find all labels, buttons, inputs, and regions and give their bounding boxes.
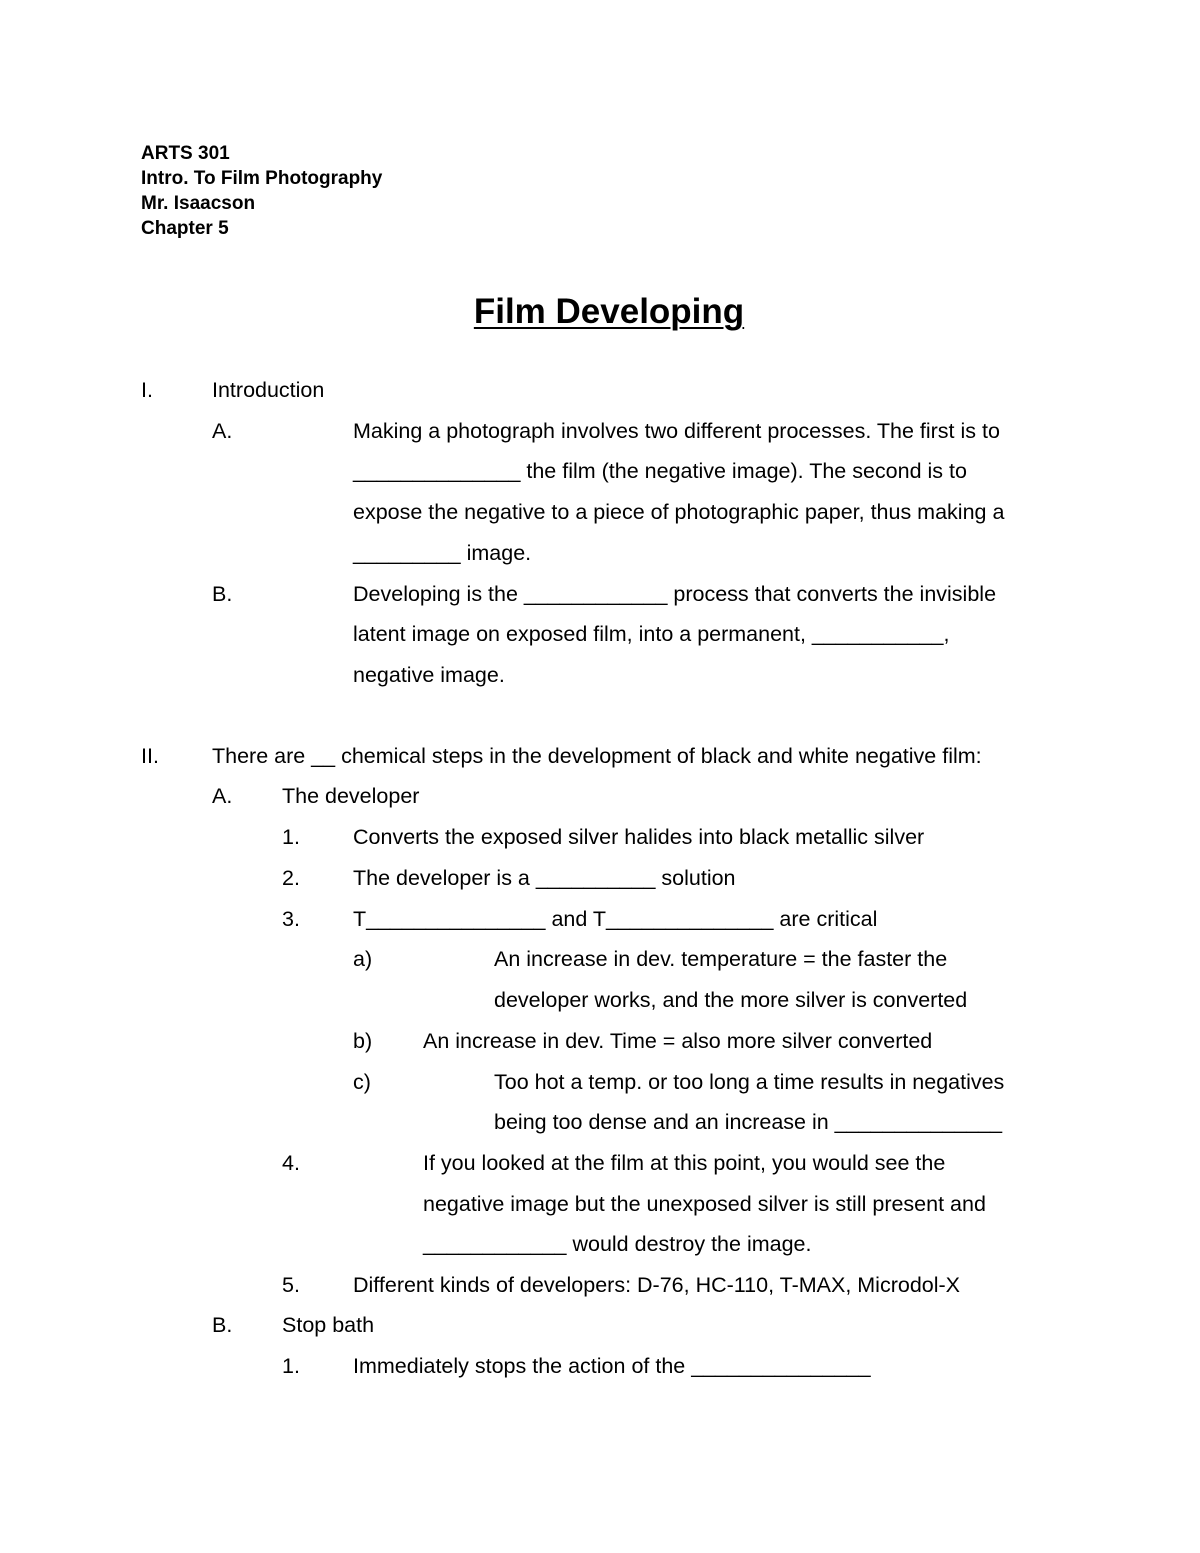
subitem-b-text: An increase in dev. Time = also more silver converted	[423, 1029, 933, 1053]
course-code: ARTS 301	[141, 143, 230, 164]
subitem-a-line-2: developer works, and the more silver is converted	[494, 988, 968, 1012]
subitem-c-line-2: being too dense and an increase in ______________	[494, 1110, 1003, 1134]
subitem-a-label: a)	[353, 947, 373, 971]
chapter-label: Chapter 5	[141, 218, 229, 239]
subitem-a-line-1: An increase in dev. temperature = the faster the	[494, 947, 948, 971]
section-2a-heading: The developer	[282, 784, 420, 808]
instructor-name: Mr. Isaacson	[141, 193, 256, 214]
item-5-number: 5.	[282, 1273, 300, 1297]
item-1-number: 1.	[282, 825, 300, 849]
item-3-number: 3.	[282, 907, 300, 931]
subitem-c-line-1: Too hot a temp. or too long a time results in negatives	[494, 1070, 1005, 1094]
section-2b-heading: Stop bath	[282, 1313, 375, 1337]
section-1a-label: A.	[212, 419, 233, 443]
section-2a-label: A.	[212, 784, 233, 808]
section-1a-line-3: expose the negative to a piece of photographic paper, thus making a	[353, 500, 1005, 524]
section-1b-line-2: latent image on exposed film, into a permanent, ___________,	[353, 622, 950, 646]
stop-bath-item-1-number: 1.	[282, 1354, 300, 1378]
section-2-heading: There are __ chemical steps in the development of black and white negative film:	[212, 744, 982, 768]
course-name: Intro. To Film Photography	[141, 168, 383, 189]
item-3-text: T_______________ and T______________ are critical	[353, 907, 878, 931]
item-4-line-3: ____________ would destroy the image.	[423, 1232, 812, 1256]
item-4-line-2: negative image but the unexposed silver is still present and	[423, 1192, 986, 1216]
section-2-number: II.	[141, 744, 159, 768]
section-1b-line-1: Developing is the ____________ process that converts the invisible	[353, 582, 997, 606]
section-2b-label: B.	[212, 1313, 233, 1337]
item-4-line-1: If you looked at the film at this point, you would see the	[423, 1151, 946, 1175]
section-1-number: I.	[141, 378, 153, 402]
section-1-heading: Introduction	[212, 378, 325, 402]
item-4-number: 4.	[282, 1151, 300, 1175]
section-1a-line-1: Making a photograph involves two different processes. The first is to	[353, 419, 1000, 443]
section-1b-label: B.	[212, 582, 233, 606]
subitem-c-label: c)	[353, 1070, 371, 1094]
item-5-text: Different kinds of developers: D-76, HC-110, T-MAX, Microdol-X	[353, 1273, 961, 1297]
item-1-text: Converts the exposed silver halides into black metallic silver	[353, 825, 925, 849]
item-2-text: The developer is a __________ solution	[353, 866, 736, 890]
document-header	[141, 141, 382, 241]
section-1a-line-2: ______________ the film (the negative image). The second is to	[353, 459, 967, 483]
section-1b-line-3: negative image.	[353, 663, 505, 687]
stop-bath-item-1-text: Immediately stops the action of the _______________	[353, 1354, 871, 1378]
item-2-number: 2.	[282, 866, 300, 890]
page-title: Film Developing	[473, 292, 745, 331]
section-1a-line-4: _________ image.	[353, 541, 532, 565]
subitem-b-label: b)	[353, 1029, 373, 1053]
